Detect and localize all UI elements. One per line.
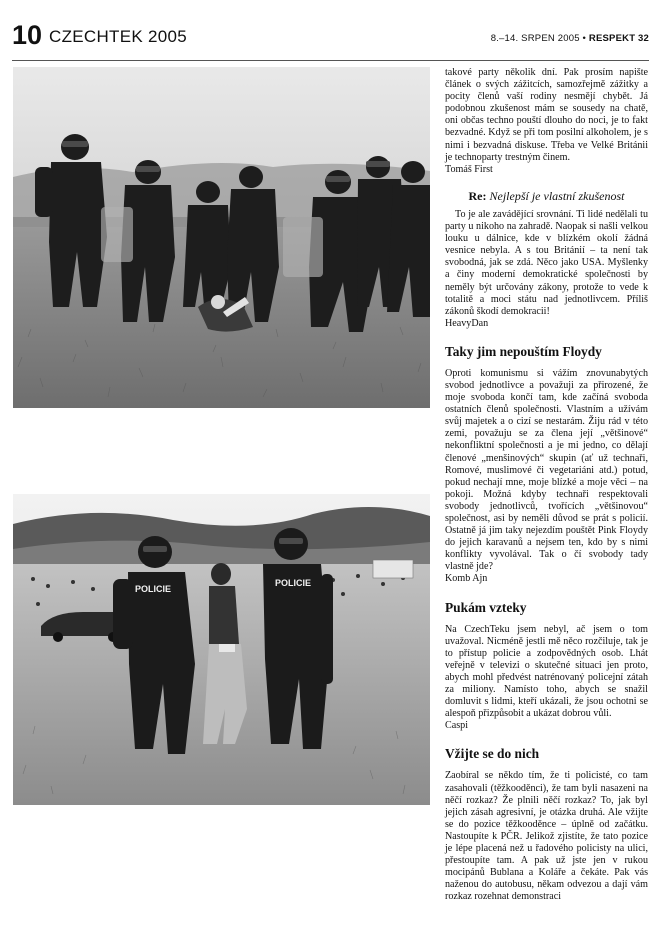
- letters-column: [445, 67, 648, 903]
- letter-paragraph: Na CzechTeku jsem nebyl, ač jsem o tom uvažoval. Nicméně jestli mě něco rozčiluje, tak je to přístup policie a zodpovědných osob. Lhát veřejně v televizi o skutečné situaci jen proto, abych mohl předvést natrénovaný policejní zátah za miliony. Namísto toho, abych se snažil domluvit s lidmi, kteří ukázali, že jsou ochotni se alespoň přizpůsobit a ukázat dobrou vůli.: [445, 623, 648, 720]
- photo-riot-police-image: [13, 67, 430, 408]
- letter-heading: Pukám vzteky: [445, 599, 527, 615]
- letter-heading: Vžijte se do nich: [445, 746, 540, 762]
- photo-arrest-image: [13, 494, 430, 805]
- letter-paragraph: Oproti komunismu si vážím znovunabytých svobod jednotlivce a považuji za přirozené, že moje svoboda končí tam, kde začíná svoboda ostatních členů společnosti. Vlastním a užívám svůj majetek a o cizí se nestarám. Žiju rád v této zemi, považuju se za člena její „většinové“ nekonfliktní společnosti a je mi jedno, co dělají členové „menšinových“ skupin (ať už technaři, Romové, muslimové či vegetariáni atd.) potud, pokud nechají mne, moje blízké a moje věci – na pokoji. Možná kdyby technaři respektovali svobody jednotlivců, tvořících „většinovou“ společnost, asi by neměli důvod se prát s policií. Ostatně já jim taky nejezdím pouštět Pink Floydy do jejich karavanů a nejsem ten, kdo by s nimi konflikty vyvolával. Tak o čí svobody tady vlastně jde?: [445, 367, 648, 573]
- reply-heading: [445, 190, 648, 202]
- letter-signature: Tomáš First: [445, 163, 493, 175]
- letter-signature: Komb Ajn: [445, 573, 488, 585]
- photo-arrest: [13, 494, 430, 805]
- letter-vztek: [445, 600, 648, 733]
- header-rule: [12, 60, 649, 61]
- letter-signature: Caspi: [445, 720, 468, 732]
- letter-paragraph: To je ale zavádějící srovnání. Ti lidé nedělali tu party u nikoho na zahradě. Naopak si našli velkou louku u dálnice, kde v blízkém okolí žádná vesnice nebyla. A s tou Británií – ta není tak svobodná, jak se zdá. Něco jako USA. Myšlenky a činy moderní demokratické společnosti by neměly být určovány zákony, protože to vede k totalitě a moci státu nad jednotlivcem. Příliš zákonů škodí demokracii!: [445, 208, 648, 317]
- separator: •: [582, 33, 587, 44]
- photo-riot-police: [13, 67, 430, 408]
- section-title: CZECHTEK 2005: [49, 27, 188, 46]
- letter-reply: [445, 190, 648, 330]
- page-header: [12, 20, 649, 50]
- letter-signature: HeavyDan: [445, 317, 489, 329]
- letter-heading: Taky jim nepouštím Floydy: [445, 343, 602, 359]
- letter-vzijte: [445, 746, 648, 903]
- reply-title: Nejlepší je vlastní zkušenost: [489, 188, 625, 203]
- vest-label-left: POLICIE: [135, 584, 172, 594]
- magazine-name: RESPEKT 32: [588, 33, 649, 44]
- letter-continuation: [445, 67, 648, 176]
- reply-prefix: Re:: [468, 188, 487, 203]
- letter-paragraph: takové party několik dní. Pak prosím napište článek o svých zážitcích, samozřejmě zážitky a pocity členů vaší rodiny nesmějí chybět. Já podobnou zkušenost mám se sousedy na chatě, oni občas techno pouští dlouho do noci, je to fakt bezvadné. Když se při tom posilní alkoholem, je s nimi i bezvadná diskuse. Třeba ve Velké Británii je technoparty trestným činem.: [445, 67, 648, 163]
- vest-label-right: POLICIE: [275, 578, 312, 588]
- issue-info: [491, 33, 649, 45]
- issue-date: 8.–14. SRPEN 2005: [490, 33, 580, 44]
- letter-paragraph: Zaobíral se někdo tím, že ti policisté, co tam zasahovali (těžkooděnci), že tam byli nasazeni na něčí rozkaz? Že plnili něčí rozkaz? To, jak byl jejich zásah agresivní, je otázka druhá. Ale vžijte se do pozice těžkooděnce – úplně od začátku. Nastoupíte k PČR. Jelikož zjistíte, že tato pozice je lépe placená než u řadového policisty na ulici, přestoupíte tam. A pak už jste jen v rukou mocipánů Bublana a Koláře a čekáte. Pak vás naženou do autobusu, někam odvezou a dají vám rozkaz rozehnat demonstraci: [445, 770, 648, 903]
- page-number: 10: [12, 20, 43, 50]
- letter-floydy: [445, 344, 648, 586]
